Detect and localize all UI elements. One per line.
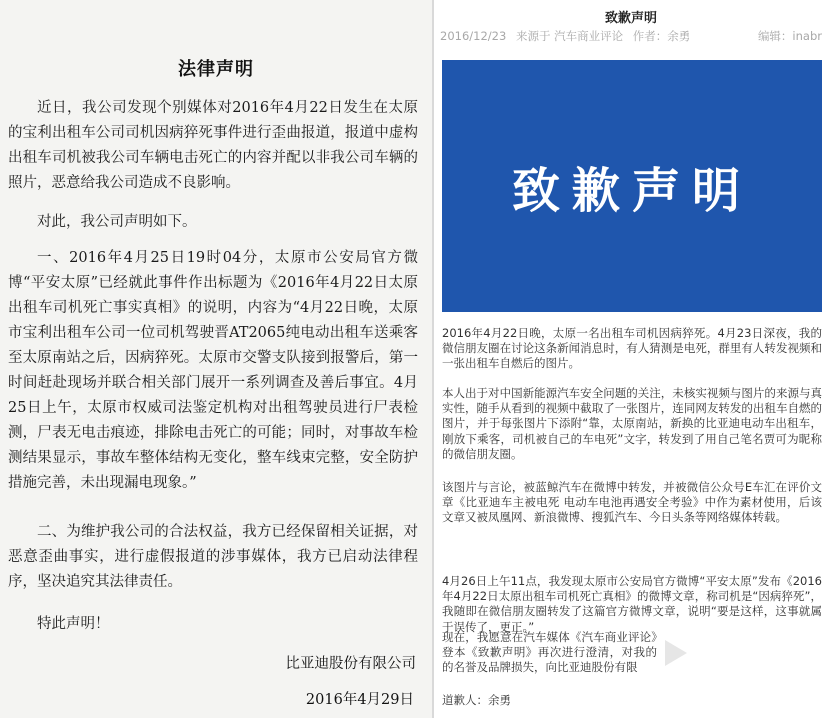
apology-paragraph-5: 现在，我愿意在汽车媒体《汽车商业评论》登本《致歉声明》再次进行澄清，对我的的名誉及品牌损失，向比亚迪股份有限 (442, 630, 657, 675)
meta-editor: 编辑：inabr (757, 29, 822, 43)
apology-paragraph-2: 本人出于对中国新能源汽车安全问题的关注，未核实视频与图片的来源与真实性，随手从看到的视频中截取了一张图片，连同网友转发的出租车自燃的图片，并于每张图片下添附“靠，太原南站，新换的比亚迪电动车出租车，刚放下乘客，司机被自己的车电死”文字，转发到了用自己笔名贾可为昵称的微信朋友圈。 (442, 386, 822, 461)
legal-paragraph-2: 对此，我公司声明如下。 (37, 214, 197, 230)
legal-date: 2016年4月29日 (305, 692, 414, 708)
legal-statement-title: 法律声明 (178, 59, 254, 80)
meta-author: 作者：余勇 (632, 29, 691, 43)
apology-banner-image (442, 60, 822, 312)
meta-date: 2016/12/23 (440, 29, 507, 43)
legal-paragraph-4: 二、为维护我公司的合法权益，我方已经保留相关证据，对恶意歪曲事实，进行虚假报道的涉事媒体，我方已启动法律程序，坚决追究其法律责任。 (8, 524, 418, 590)
apology-paragraph-1: 2016年4月22日晚，太原一名出租车司机因病猝死。4月23日深夜，我的微信朋友圈在讨论这条新闻消息时，有人猜测是电死，群里有人转发视频和一张出租车自燃后的图片。 (442, 326, 822, 371)
legal-paragraph-1: 近日，我公司发现个别媒体对2016年4月22日发生在太原的宝利出租车公司司机因病猝死事件进行歪曲报道，报道中虚构出租车司机被我公司车辆电击死亡的内容并配以非我公司车辆的照片，恶意给我公司造成不良影响。 (8, 100, 418, 191)
apology-signer: 道歉人：余勇 (442, 693, 511, 707)
apology-paragraph-3: 该图片与言论，被蓝鲸汽车在微博中转发，并被微信公众号E车汇在评价文章《比亚迪车主被电死 电动车电池再遇安全考验》中作为素材使用，后该文章又被凤凰网、新浪微博、搜狐汽车、今日头条等网络媒体转载。 (442, 480, 822, 525)
apology-article-panel (434, 0, 828, 718)
apology-paragraph-4: 4月26日上午11点，我发现太原市公安局官方微博“平安太原”发布《2016年4月22日太原出租车司机死亡真相》的微博文章，称司机是“因病猝死”，我随即在微信朋友圈转发了这篇官方微博文章，说明“要是这样，这事就属于误传了，更正。” (442, 574, 822, 634)
legal-company-signature: 比亚迪股份有限公司 (285, 656, 416, 672)
apology-article-title: 致歉声明 (604, 11, 657, 26)
banner-text: 致歉声明 (511, 162, 752, 219)
legal-paragraph-5: 特此声明！ (37, 616, 110, 632)
article-meta (440, 28, 824, 44)
meta-source[interactable]: 来源于 汽车商业评论 (515, 29, 624, 43)
legal-paragraph-3: 一、2016年4月25日19时04分，太原市公安局官方微博“平安太原”已经就此事件作出标题为《2016年4月22日太原出租车司机死亡事实真相》的说明，内容为“4月22日晚，太原市宝利出租车公司一位司机驾驶晋AT2065纯电动出租车送乘客至太原南站之后，因病猝死。太原市交警支队接到报警后，第一时间赶赴现场并联合相关部门展开一系列调查及善后事宜。4月25日上午，太原市权威司法鉴定机构对出租驾驶员进行尸表检测，尸表无电击痕迹，排除电击死亡的可能；同时，对事故车检测结果显示，事故车整体结构无变化，整车线束完整，安全防护措施完善，未出现漏电现象。” (8, 250, 418, 491)
